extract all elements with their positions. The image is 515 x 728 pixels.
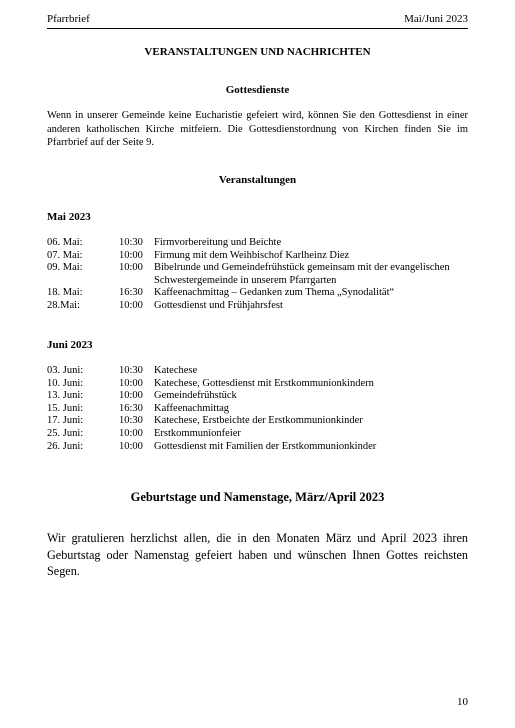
event-row xyxy=(47,250,468,263)
event-time: 16:30 xyxy=(119,287,143,299)
header-issue-date: Mai/Juni 2023 xyxy=(404,13,468,25)
event-date: 07. Mai: xyxy=(47,249,83,261)
event-time: 10:00 xyxy=(119,249,143,261)
event-row xyxy=(47,378,468,391)
month-heading-mai: Mai 2023 xyxy=(47,211,91,223)
event-row xyxy=(47,390,468,403)
geburtstage-heading: Geburtstage und Namenstage, März/April 2023 xyxy=(130,490,385,504)
event-time: 10:00 xyxy=(119,427,143,439)
event-list-juni xyxy=(47,365,468,453)
event-time: 16:30 xyxy=(119,402,143,414)
event-date: 13. Juni: xyxy=(47,390,84,402)
page-header xyxy=(47,12,468,29)
gottesdienste-heading: Gottesdienste xyxy=(225,84,290,96)
event-time: 10:00 xyxy=(119,377,143,389)
veranstaltungen-heading: Veranstaltungen xyxy=(218,174,297,186)
event-description: Gottesdienst und Frühjahrsfest xyxy=(154,299,283,311)
event-time: 10:30 xyxy=(119,237,143,248)
event-description: Kaffeenachmittag – Gedanken zum Thema „Synodalität“ xyxy=(154,287,395,299)
event-row xyxy=(47,441,468,454)
event-description: Erstkommunionfeier xyxy=(154,427,241,439)
event-list-mai xyxy=(47,237,468,313)
event-description: Firmung mit dem Weihbischof Karlheinz Diez xyxy=(154,249,350,261)
event-description: Katechese, Gottesdienst mit Erstkommunionkindern xyxy=(154,377,374,389)
event-row xyxy=(47,428,468,441)
event-date: 26. Juni: xyxy=(47,440,84,452)
event-description: Firmvorbereitung und Beichte xyxy=(154,237,282,248)
event-date: 06. Mai: xyxy=(47,237,83,248)
event-row xyxy=(47,300,468,313)
event-date: 25. Juni: xyxy=(47,427,84,439)
event-date: 10. Juni: xyxy=(47,377,84,389)
event-time: 10:00 xyxy=(119,440,143,452)
event-row xyxy=(47,237,468,250)
page-number: 10 xyxy=(457,696,468,708)
event-row xyxy=(47,403,468,416)
event-description: Gemeindefrühstück xyxy=(154,390,237,402)
event-row xyxy=(47,262,468,287)
event-row xyxy=(47,415,468,428)
event-time: 10:30 xyxy=(119,365,143,376)
event-description: Bibelrunde und Gemeindefrühstück gemeinsam mit der evangelischen Schwestergemeinde in unserem Pfarrgarten xyxy=(154,262,450,286)
event-time: 10:00 xyxy=(119,262,143,274)
event-time: 10:30 xyxy=(119,415,143,427)
month-heading-juni: Juni 2023 xyxy=(47,339,93,351)
event-date: 17. Juni: xyxy=(47,415,84,427)
geburtstage-text: Wir gratulieren herzlichst allen, die in den Monaten März und April 2023 ihren Geburtstag oder Namenstag gefeiert haben und wünschen Ihnen Gottes reichsten Segen. xyxy=(47,531,468,578)
event-row xyxy=(47,365,468,378)
event-date: 18. Mai: xyxy=(47,287,83,299)
event-description: Kaffeenachmittag xyxy=(154,402,230,414)
page-title: VERANSTALTUNGEN UND NACHRICHTEN xyxy=(144,46,371,58)
event-date: 09. Mai: xyxy=(47,262,83,274)
event-date: 28.Mai: xyxy=(47,299,80,311)
event-time: 10:00 xyxy=(119,390,143,402)
event-description: Gottesdienst mit Familien der Erstkommunionkinder xyxy=(154,440,377,452)
event-description: Katechese xyxy=(154,365,198,376)
gottesdienste-text: Wenn in unserer Gemeinde keine Eucharistie gefeiert wird, können Sie den Gottesdienst in einer anderen katholischen Kirche mitfeiern. Die Gottesdienstordnung von Kirchen finden Sie im Pfarrbrief auf der Seite 9. xyxy=(47,110,468,148)
event-description: Katechese, Erstbeichte der Erstkommunionkinder xyxy=(154,415,363,427)
event-date: 15. Juni: xyxy=(47,402,84,414)
event-date: 03. Juni: xyxy=(47,365,84,376)
header-publication-name: Pfarrbrief xyxy=(47,13,90,25)
event-time: 10:00 xyxy=(119,299,143,311)
event-row xyxy=(47,287,468,300)
